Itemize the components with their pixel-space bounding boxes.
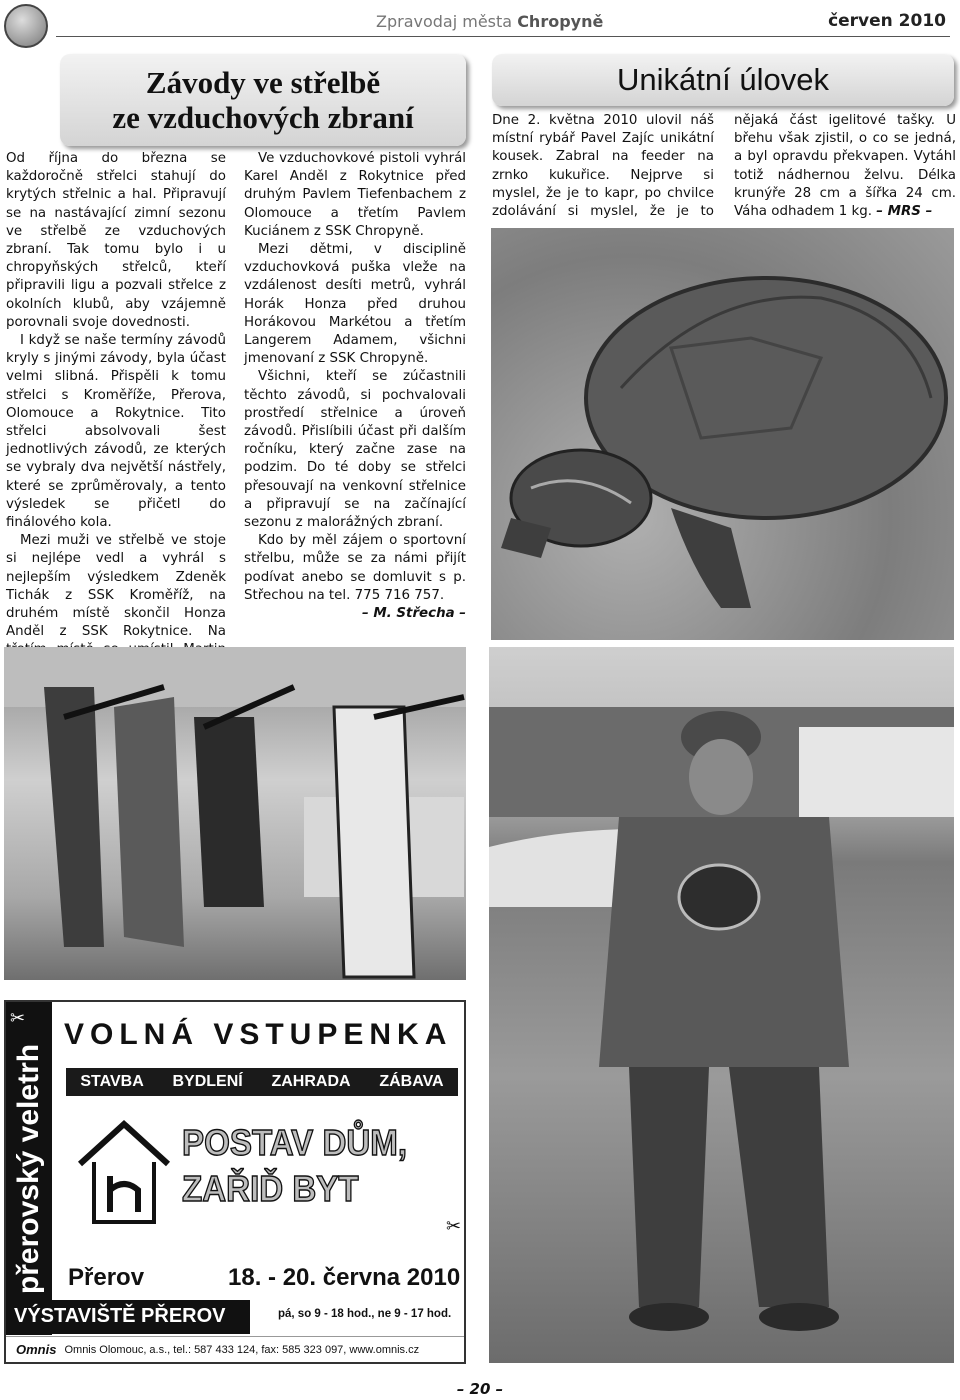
ad-category: ZÁBAVA	[379, 1073, 444, 1090]
ad-dates: 18. - 20. června 2010	[228, 1264, 461, 1291]
paragraph: Mezi dětmi, v disciplině vzduchovková puška vleže na vzdálenost desíti metrů, vyhrál Horák Honza před druhou Horákovou Markétou a třetím Langerem Adamem, všichni jmenovaní z SSK Chropyně.	[244, 242, 466, 367]
scissors-icon: ✂	[446, 1216, 462, 1237]
ad-category: STAVBA	[80, 1073, 144, 1090]
omnis-logo: Omnis	[16, 1342, 57, 1357]
ad-headline: VOLNÁ VSTUPENKA	[64, 1018, 453, 1051]
ad-opening-hours: pá, so 9 - 18 hod., ne 9 - 17 hod.	[278, 1308, 452, 1320]
catch-article-title: Unikátní úlovek	[492, 54, 954, 106]
house-icon	[74, 1118, 174, 1228]
ad-category-bar	[66, 1068, 458, 1096]
issue-date: červen 2010	[828, 11, 946, 31]
paragraph: Mezi muži ve střelbě ve stoje si nejlépe vedl a vyhrál s nejlepším výsledkem Zdeněk Tichák z SSK Kroměříž, na druhém místě skončil Honza Anděl z SSK Rokytnice. Na	[6, 533, 226, 640]
fair-ticket-ad	[4, 1000, 466, 1364]
ad-contact: Omnis Olomouc, a.s., tel.: 587 433 124, fax: 585 323 097, www.omnis.cz	[64, 1343, 420, 1356]
title-line-2: ze vzduchových zbraní	[112, 100, 414, 135]
ad-city: Přerov	[68, 1264, 145, 1291]
author-signature: – M. Střecha –	[361, 606, 466, 622]
page-number: – 20 –	[456, 1380, 504, 1398]
catch-article-text	[492, 112, 956, 224]
fisherman-photo	[489, 647, 954, 1363]
scissors-icon: ✂	[10, 1008, 26, 1029]
ad-side-banner: přerovský veletrh	[6, 1002, 52, 1335]
ad-footer	[6, 1336, 464, 1362]
ad-slogan: POSTAV DŮM, ZAŘIĎ BYT	[182, 1122, 408, 1209]
catch-paragraph: Dne 2. května 2010 ulovil náš místní rybář Pavel Zajíc unikátní kousek. Zabral na feeder na zrnko kukuřice. Nejprve si myslel, že je to kapr, po chvilce zdolávání si myslel, že je to nějaká část igelitové tašky. U břehu však zjistil, o co se jedná, a byl opravdu překvapen. Vytáhl totiž nádhernou želvu. Délka krunýře 28 cm a šířka 24 cm. Váha odhadem 1 kg. – MRS –	[492, 113, 956, 220]
publication-title: Zpravodaj města Chropyně	[376, 12, 604, 31]
ad-category: BYDLENÍ	[172, 1073, 243, 1090]
title-line-1: Závody ve střelbě	[145, 65, 381, 100]
paragraph: Ve vzduchovkové pistoli vyhrál Karel Anděl z Rokytnice před druhým Pavlem Tiefenbachem z Olomouce a třetím Pavlem Kuciánem z SSK Chropyně.	[244, 151, 466, 239]
shooting-column-2	[244, 150, 466, 623]
town-crest-logo	[4, 4, 48, 48]
ad-category: ZAHRADA	[271, 1073, 351, 1090]
paragraph: Od října do března se každoročně střelci stahují do krytých střelnic a hal. Připravují se na nastávající zimní sezonu ve střelbě ze vzduchových zbraní. Tak tomu bylo i u chropyňských střelců, kteří připravili ligu a pozvali střelce z okolních klubů, aby vzájemně porovnali svoje dovednosti.	[6, 151, 226, 330]
shooters-photo	[4, 647, 466, 980]
paragraph: Kdo by měl zájem o sportovní střelbu, může se za námi přijít podívat anebo se domluvit s p. Střechou na tel. 775 716 757.	[244, 533, 466, 603]
turtle-photo	[491, 228, 954, 640]
header-rule	[56, 36, 950, 37]
shooting-column-1	[6, 150, 226, 678]
paragraph: I když se naše termíny závodů kryly s jinými závody, byla účast velmi slibná. Přispěli k tomu střelci s Kroměříže, Přerova, Olomouce a Rokytnice. Tito střelci absolvovali šest jednotlivých závodů, ze kterých se vybraly dva největší nástřely, které se zprůměrovaly, a tento výsledek se přičetl do finálového kola.	[6, 333, 226, 531]
author-signature: – MRS –	[876, 204, 933, 220]
paragraph: Všichni, kteří se zúčastnili těchto závodů, si pochvalovali prostředí střelnice a úroveň závodů. Přislíbili účast při dalším ročníku, který začne zase na podzim. Do té doby se střelci přesouvají na venkovní střelnice a připravují se na začínající sezonu z malorážných zbraní.	[244, 369, 466, 531]
shooting-article-title	[60, 54, 466, 146]
ad-venue: VÝSTAVIŠTĚ PŘEROV	[6, 1300, 250, 1334]
